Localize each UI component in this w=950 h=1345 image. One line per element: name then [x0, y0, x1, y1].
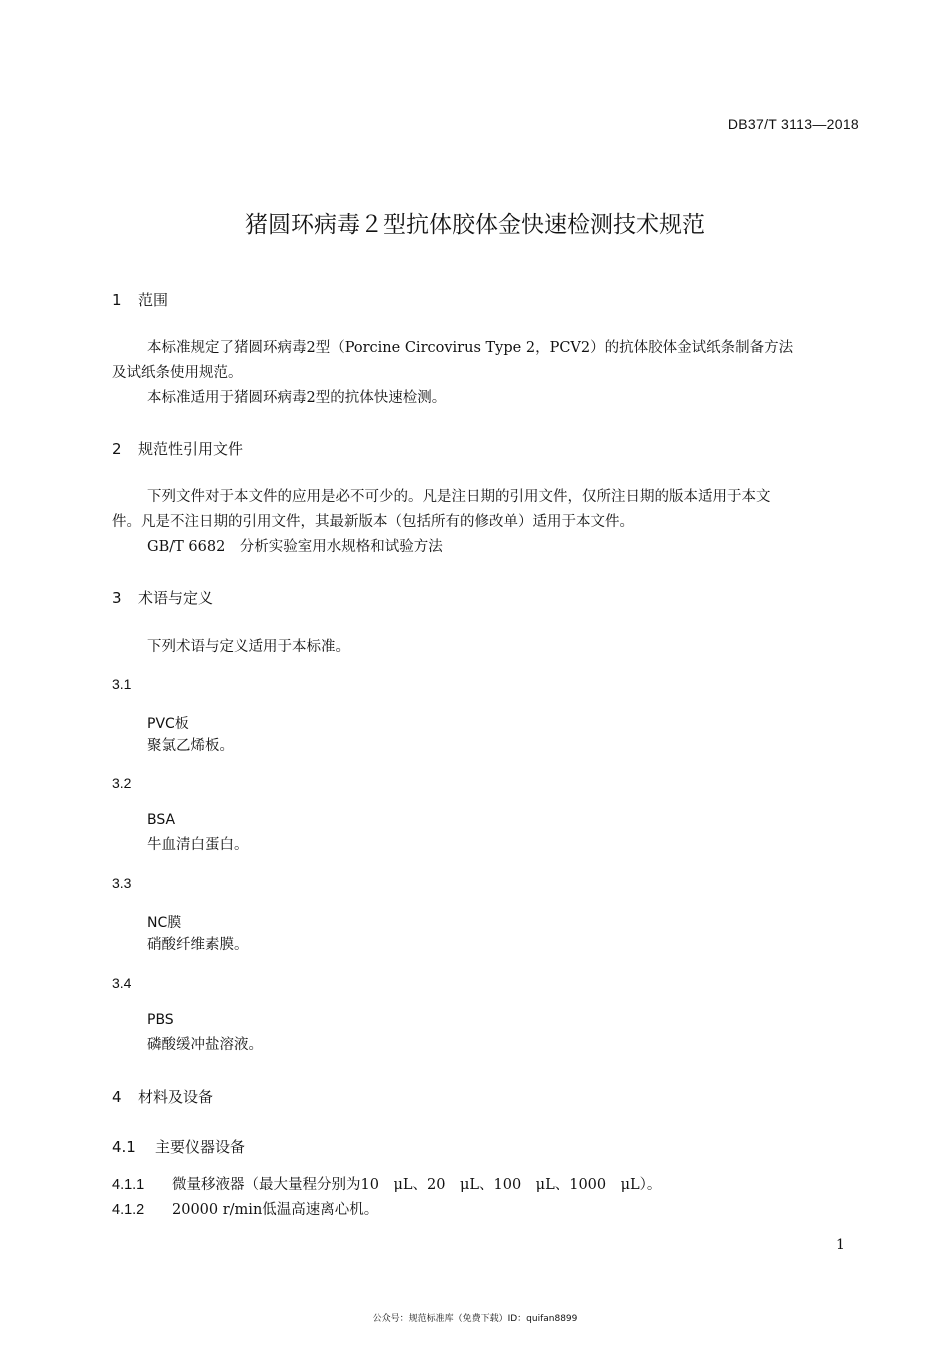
- item-text: 20000 r/min低温高速离心机。: [172, 1202, 379, 1218]
- term-name: PVC板: [147, 716, 189, 732]
- term-definition: 牛血清白蛋白。: [147, 837, 249, 853]
- paragraph-line: 件。凡是不注日期的引用文件，其最新版本（包括所有的修改单）适用于本文件。: [112, 514, 634, 530]
- section-3-heading: [112, 587, 213, 608]
- term-definition: 磷酸缓冲盐溶液。: [147, 1037, 263, 1053]
- item-number: 4.1.1: [112, 1177, 145, 1193]
- section-number: 4: [112, 1088, 122, 1106]
- item-text: 微量移液器（最大量程分别为10 μL、20 μL、100 μL、1000 μL）。: [172, 1177, 662, 1193]
- term-number: 3.4: [112, 975, 132, 991]
- section-number: 3: [112, 589, 122, 607]
- subsection-number: 4.1: [112, 1138, 136, 1156]
- section-1-heading: [112, 289, 168, 310]
- term-definition: 聚氯乙烯板。: [147, 738, 234, 754]
- term-number: 3.3: [112, 875, 132, 891]
- paragraph-line: 及试纸条使用规范。: [112, 365, 243, 381]
- section-4-heading: [112, 1086, 213, 1107]
- term-number: 3.1: [112, 676, 132, 692]
- subsection-title: 主要仪器设备: [155, 1138, 246, 1156]
- section-title: 材料及设备: [138, 1088, 214, 1106]
- term-name: PBS: [147, 1012, 174, 1028]
- term-number: 3.2: [112, 775, 132, 791]
- normative-reference: GB/T 6682 分析实验室用水规格和试验方法: [147, 539, 443, 555]
- section-number: 1: [112, 291, 122, 309]
- subsection-4-1-heading: [112, 1136, 245, 1157]
- paragraph: 下列术语与定义适用于本标准。: [147, 639, 350, 655]
- term-name: NC膜: [147, 915, 182, 931]
- list-item: [112, 1173, 661, 1194]
- list-item: [112, 1198, 378, 1219]
- section-title: 范围: [138, 291, 169, 309]
- footer-watermark: 公众号：规范标准库（免费下载）ID：quifan8899: [372, 1314, 578, 1324]
- paragraph-line: 下列文件对于本文件的应用是必不可少的。凡是注日期的引用文件，仅所注日期的版本适用于本文: [147, 489, 771, 505]
- standard-code: DB37/T 3113—2018: [727, 116, 859, 132]
- section-number: 2: [112, 440, 122, 458]
- term-definition: 硝酸纤维素膜。: [147, 937, 249, 953]
- item-number: 4.1.2: [112, 1202, 145, 1218]
- page-number: 1: [836, 1237, 845, 1253]
- section-2-heading: [112, 438, 243, 459]
- document-title: 猪圆环病毒２型抗体胶体金快速检测技术规范: [245, 212, 705, 238]
- term-name: BSA: [147, 812, 176, 828]
- section-title: 规范性引用文件: [138, 440, 244, 458]
- paragraph: 本标准适用于猪圆环病毒2型的抗体快速检测。: [147, 390, 447, 406]
- section-title: 术语与定义: [138, 589, 214, 607]
- paragraph-line: 本标准规定了猪圆环病毒2型（Porcine Circovirus Type 2，PCV2）的抗体胶体金试纸条制备方法: [147, 340, 794, 356]
